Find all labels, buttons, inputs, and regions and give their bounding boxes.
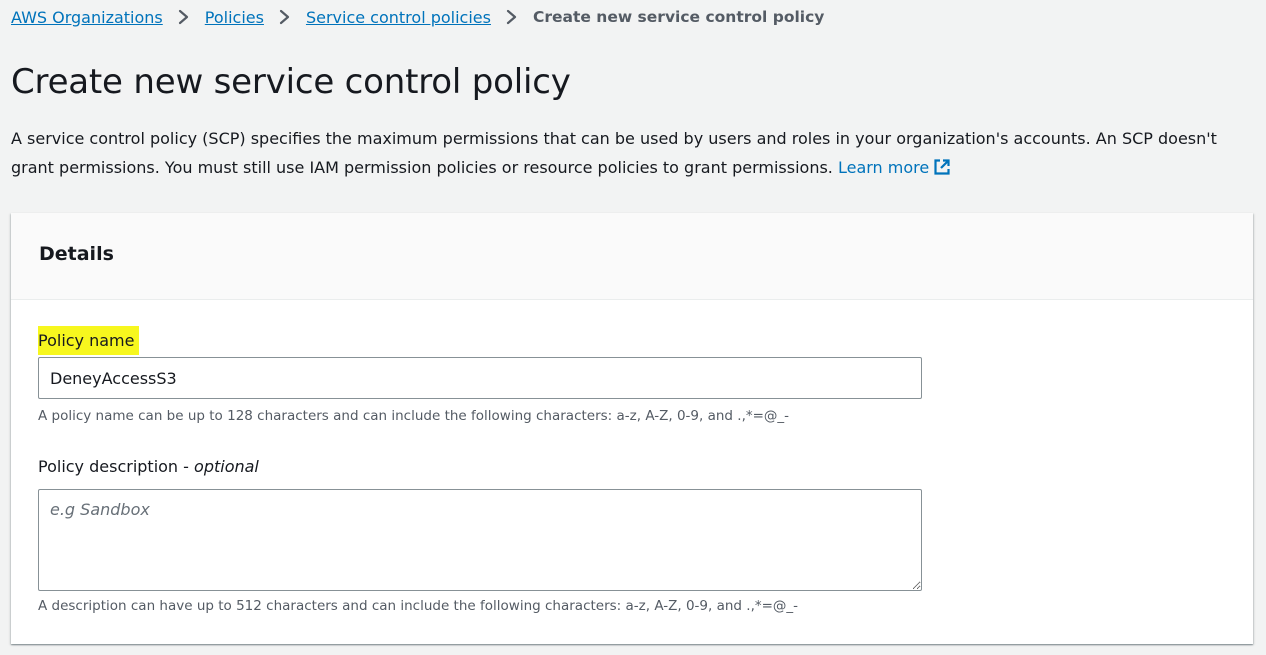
policy-description-label-text: Policy description	[38, 457, 179, 476]
breadcrumb	[11, 6, 824, 28]
policy-description-label	[38, 457, 259, 479]
page-description-text: A service control policy (SCP) specifies the maximum permissions that can be used by users and roles in your organization's accounts. An SCP doesn't grant permissions. You must still use IAM permission policies or resource policies to grant permissions.	[11, 129, 1217, 177]
policy-name-input[interactable]	[38, 357, 922, 399]
policy-name-label-highlight	[38, 326, 139, 355]
external-link-icon	[933, 158, 951, 176]
learn-more-link[interactable]	[838, 158, 951, 177]
policy-description-label-separator: -	[178, 457, 195, 476]
details-panel	[11, 213, 1253, 644]
page-description	[11, 124, 1251, 182]
chevron-right-icon	[505, 6, 519, 28]
breadcrumb-link-policies[interactable]: Policies	[204, 7, 264, 27]
chevron-right-icon	[177, 6, 191, 28]
details-panel-header	[11, 213, 1253, 300]
learn-more-label: Learn more	[837, 158, 930, 177]
chevron-right-icon	[278, 6, 292, 28]
breadcrumb-current: Create new service control policy	[532, 8, 825, 26]
policy-name-hint: A policy name can be up to 128 characters and can include the following characters: a-z, A-Z, 0-9, and .,*=@_-	[38, 408, 790, 424]
page-title: Create new service control policy	[11, 62, 571, 102]
policy-name-label: Policy name	[38, 331, 135, 350]
optional-tag: optional	[194, 457, 259, 476]
breadcrumb-link-aws-organizations[interactable]: AWS Organizations	[11, 7, 163, 27]
breadcrumb-link-service-control-policies[interactable]: Service control policies	[305, 7, 491, 27]
policy-description-input[interactable]	[38, 489, 922, 591]
details-title: Details	[39, 243, 114, 265]
policy-description-hint: A description can have up to 512 characters and can include the following characters: a-z, A-Z, 0-9, and .,*=@_-	[38, 598, 799, 614]
